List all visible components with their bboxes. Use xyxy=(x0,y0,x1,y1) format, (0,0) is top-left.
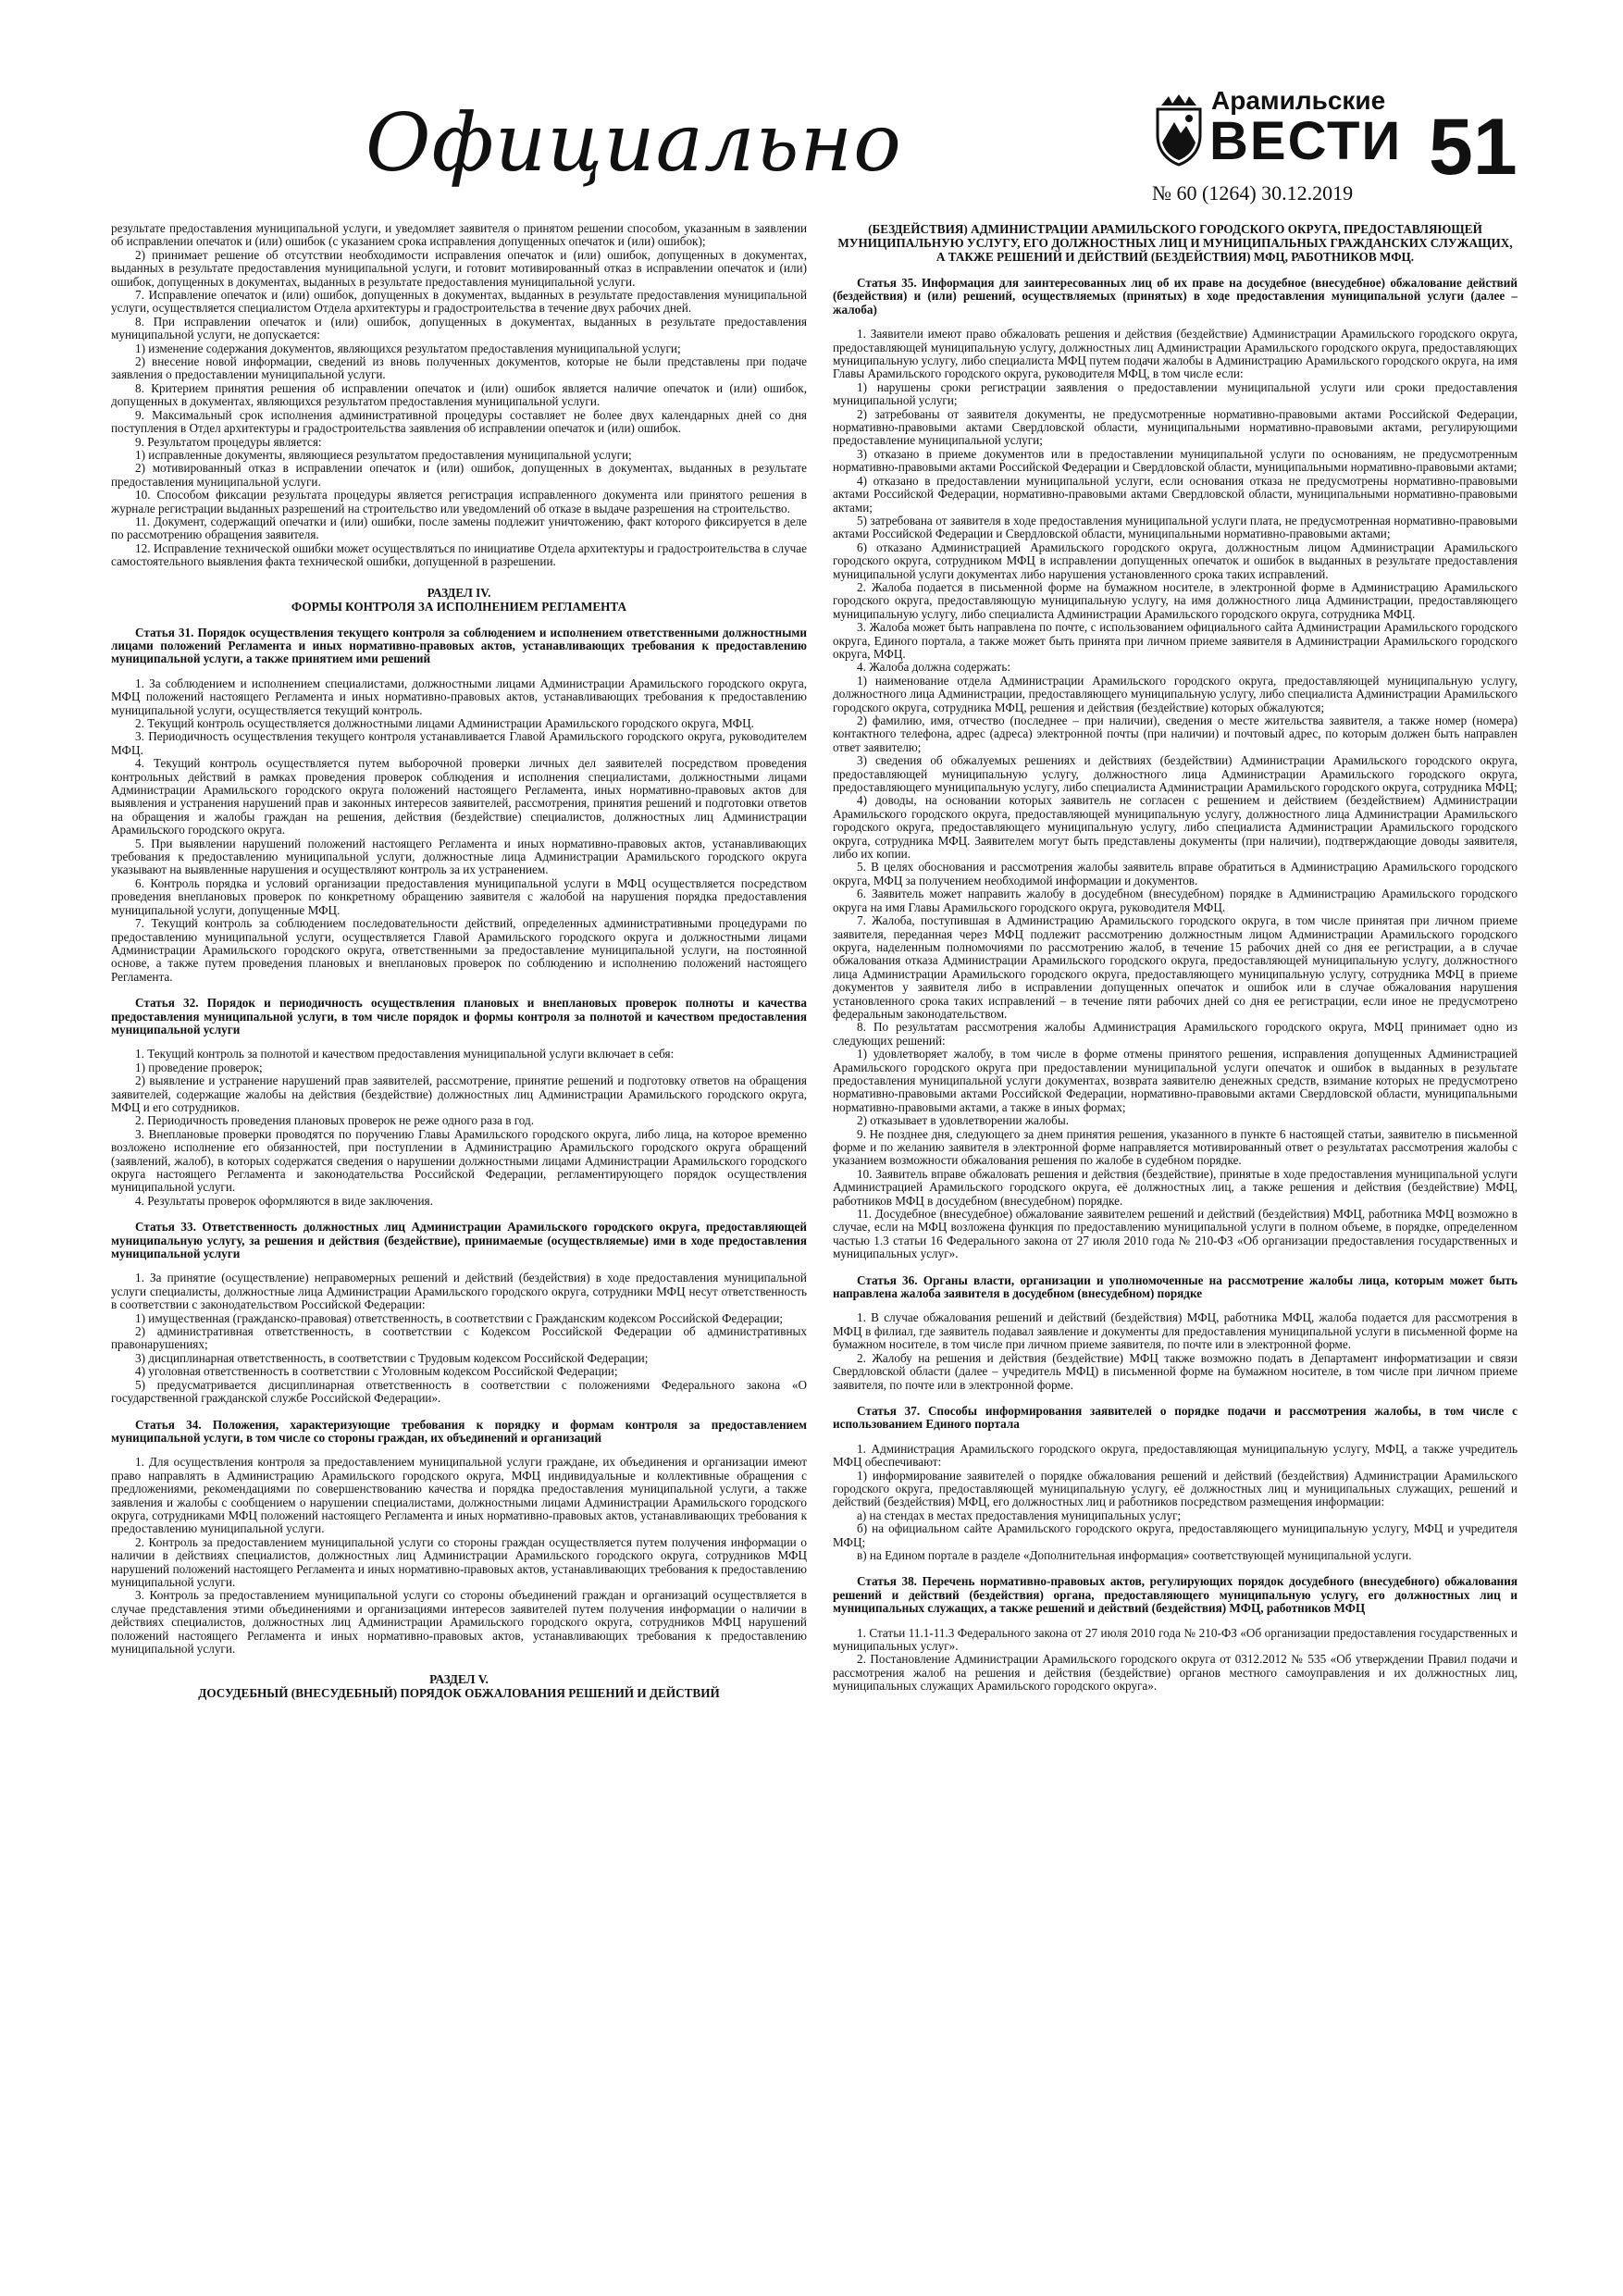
paragraph: 2) отказывает в удовлетворении жалобы. xyxy=(857,1113,1070,1128)
paragraph: 1) удовлетворяет жалобу, в том числе в форме отмены принятого решения, исправления допущенных Администрацией Арамильского городского округа при предоставлении муниципальной услуги опечаток и ошибок в выданных в результате предоставления муниципальной услуги документах, возврата заявителю денежных средств, взимание которых не предусмотрено нормативно-правовыми актами Российской Федерации, нормативно-правовыми актами Свердловской области, муниципальными нормативно-правовыми актами, а также в иных формах; xyxy=(833,1047,1518,1114)
paragraph: 9. Результатом процедуры является: xyxy=(135,434,322,449)
section-title: Официально xyxy=(365,97,902,190)
paragraph: 2) фамилию, имя, отчество (последнее – при наличии), сведения о месте жительства заявителя, а также номер (номера) контактного телефона, адрес (адреса) электронной почты (при наличии) и почтовый адрес, по которым должен быть направлен ответ заявителю; xyxy=(833,714,1518,754)
paragraph: 1) информирование заявителей о порядке обжалования решений и действий (бездействия) Администрации Арамильского городского округа, предоставляющей муниципальную услугу, её должностных лиц и муниципальных служащих, решений и действий (бездействия) МФЦ, его должностных лиц и работников посредством размещения информации: xyxy=(833,1468,1518,1509)
paragraph: 2) принимает решение об отсутствии необходимости исправления опечаток и (или) ошибок, допущенных в документах, выданных в результате предоставления муниципальной услуги, и готовит мотивированный отказ в исправлении опечаток и (или) ошибок, допущенных в документах, выданных в результате предоставления муниципальной услуги. xyxy=(111,247,807,289)
paragraph: 2. Жалоба подается в письменной форме на бумажном носителе, в электронной форме в Администрацию Арамильского городского округа, предоставляющую муниципальную услугу, на имя должностного лица Администрации, предоставляющего муниципальную услугу, либо специалиста Администрации Арамильского городского округа, сотрудника МФЦ. xyxy=(833,579,1518,621)
paragraph: 1. За принятие (осуществление) неправомерных решений и действий (бездействия) в ходе предоставления муниципальной услуги специалисты, должностные лица Администрации Арамильского городского округа, сотрудники МФЦ несут ответственность в соответствии с законодательством Российской Федерации: xyxy=(111,1271,807,1312)
article-heading: Статья 37. Способы информирования заявителей о порядке подачи и рассмотрения жалобы, в том числе с использованием Единого портала xyxy=(833,1403,1518,1432)
paragraph: б) на официальном сайте Арамильского городского округа, предоставляющего муниципальную услугу, МФЦ и учредителя МФЦ; xyxy=(833,1521,1518,1549)
text-column-left xyxy=(111,222,807,2286)
paragraph: 5) предусматривается дисциплинарная ответственность в соответствии с положениями Федерального закона «О государственной гражданской службе Российской Федерации». xyxy=(111,1377,807,1406)
paragraph: 11. Досудебное (внесудебное) обжалование заявителем решений и действий (бездействия) МФЦ, работника МФЦ возможно в случае, если на МФЦ возложена функция по предоставлению муниципальной услуги в полном объеме, в порядке, определенном частью 1.3 статьи 16 Федерального закона от 27 июля 2010 года № 210-ФЗ «Об организации предоставления государственных и муниципальных услуг». xyxy=(833,1207,1518,1261)
paragraph: 1. Для осуществления контроля за предоставлением муниципальной услуги граждане, их объединения и организации имеют право направлять в Администрацию Арамильского городского округа, МФЦ индивидуальные и коллективные обращения с предложениями, рекомендациями по совершенствованию качества и порядка предоставления муниципальной услуги, а также заявления и жалобы с сообщением о нарушении специалистами, должностными лицами Администрации Арамильского городского округа, сотрудниками МФЦ положений настоящего Регламента и иных нормативно-правовых актов, устанавливающих требования к предоставлению муниципальной услуги. xyxy=(111,1455,807,1536)
paragraph: 6) отказано Администрацией Арамильского городского округа, должностным лицом Администрации Арамильского городского округа, сотрудником МФЦ в исправлении допущенных опечаток и ошибок в выданных в результате предоставления муниципальной услуги документах либо нарушения установленного срока таких исправлений. xyxy=(833,540,1518,581)
paragraph: 7. Текущий контроль за соблюдением последовательности действий, определенных административными процедурами по предоставлению муниципальной услуги, осуществляется Главой Арамильского городского округа и должностными лицами Администрации Арамильского городского округа, ответственными за предоставление муниципальной услуги, на постоянной основе, а также путем проведения плановых и внеплановых проверок по соблюдению и исполнению положений настоящего Регламента. xyxy=(111,916,807,984)
paragraph: 2) административная ответственность, в соответствии с Кодексом Российской Федерации об административных правонарушениях; xyxy=(111,1324,807,1352)
paragraph: 4. Жалоба должна содержать: xyxy=(857,660,1010,675)
article-heading: Статья 38. Перечень нормативно-правовых актов, регулирующих порядок досудебного (внесудебного) обжалования решений и действий (бездействия) органа, предоставляющего муниципальную услугу, его должностных лиц и муниципальных служащих, а также решений и действий (бездействия) МФЦ, работников МФЦ xyxy=(833,1574,1518,1616)
paragraph: 1) проведение проверок; xyxy=(135,1060,263,1074)
paragraph: а) на стендах в местах предоставления муниципальных услуг; xyxy=(857,1508,1182,1522)
page-number: 51 xyxy=(1429,103,1518,192)
paragraph: 7. Жалоба, поступившая в Администрацию Арамильского городского округа, в том числе принятая при личном приеме заявителя, переданная через МФЦ подлежит рассмотрению должностным лицом Администрации Арамильского городского округа, наделенным полномочиями по рассмотрению жалоб, в течение 15 рабочих дней со дня ее регистрации, а в случае обжалования отказа Администрации Арамильского городского округа, предоставляющей муниципальную услугу, должностного лица Администрации Арамильского городского округа, предоставляющего муниципальную услугу, сотрудника МФЦ в приеме документов у заявителя либо в исправлении допущенных опечаток и ошибок или в случае обжалования нарушения установленного срока таких исправлений – в течение пяти рабочих дней со дня ее регистрации, если иное не предусмотрено федеральным законодательством. xyxy=(833,913,1518,1021)
section-heading: РАЗДЕЛ IV. ФОРМЫ КОНТРОЛЯ ЗА ИСПОЛНЕНИЕМ РЕГЛАМЕНТА xyxy=(291,585,627,614)
paragraph: 9. Максимальный срок исполнения административной процедуры составляет не более двух календарных дней со дня поступления в Отдел архитектуры и градостроительства заявления об исправлении опечаток и (или) ошибок. xyxy=(111,407,807,436)
page-header xyxy=(0,0,1623,222)
article-heading: Статья 31. Порядок осуществления текущего контроля за соблюдением и исполнением ответственными должностными лицами положений Регламента и иных нормативно-правовых актов, устанавливающих требования к предоставлению муниципальной услуги, а также принятием ими решений xyxy=(111,625,807,666)
paragraph: 9. Не позднее дня, следующего за днем принятия решения, указанного в пункте 6 настоящей статьи, заявителю в письменной форме и по желанию заявителя в электронной форме направляется мотивированный ответ о результатах рассмотрения жалобы с указанием возможности обжалования решения по жалобе в судебном порядке. xyxy=(833,1126,1518,1168)
paragraph: 4) уголовная ответственность в соответствии с Уголовным кодексом Российской Федерации; xyxy=(135,1364,618,1379)
paragraph: 2) мотивированный отказ в исправлении опечаток и (или) ошибок, допущенных в документах, выданных в результате предоставления муниципальной услуги. xyxy=(111,461,807,489)
paragraph: 6. Контроль порядка и условий организации предоставления муниципальной услуги в МФЦ осуществляется посредством проведения внеплановых проверок по конкретному обращению заявителя с жалобой на нарушения порядка предоставления муниципальной услуги, допущенные МФЦ. xyxy=(111,875,807,917)
paragraph: 3. Периодичность осуществления текущего контроля устанавливается Главой Арамильского городского округа, руководителем МФЦ. xyxy=(111,729,807,757)
logo-main-text: ВЕСТИ xyxy=(1209,111,1403,171)
paragraph: 1. Заявители имеют право обжаловать решения и действия (бездействие) Администрации Арамильского городского округа, предоставляющей муниципальную услугу, должностных лиц Администрации Арамильского городского округа, предоставляющих муниципальную услугу, либо специалиста МФЦ путем подачи жалобы в Администрацию Арамильского городского округа, на имя Главы Арамильского городского округа, руководителя МФЦ, в том числе если: xyxy=(833,327,1518,381)
logo-top-text: Арамильские xyxy=(1211,86,1386,115)
paragraph: 2. Постановление Администрации Арамильского городского округа от 0312.2012 № 535 «Об утверждении Правил подачи и рассмотрения жалоб на решения и действия (бездействие) органов местного самоуправления и их должностных лиц, муниципальных служащих Арамильского городского округа». xyxy=(833,1652,1518,1694)
paragraph: 12. Исправление технической ошибки может осуществляться по инициативе Отдела архитектуры и градостроительства в случае самостоятельного выявления факта технической ошибки, допущенной в разрешении. xyxy=(111,540,807,569)
paragraph: 8. При исправлении опечаток и (или) ошибок, допущенных в документах, выданных в результате предоставления муниципальной услуги, не допускается: xyxy=(111,314,807,342)
paragraph: 5. В целях обоснования и рассмотрения жалобы заявитель вправе обратиться в Администрацию Арамильского городского округа, МФЦ за получением необходимой информации и документов. xyxy=(833,860,1518,887)
paragraph: 2. Жалобу на решения и действия (бездействие) МФЦ также возможно подать в Департамент информатизации и связи Свердловской области (далее – учредитель МФЦ) в письменной форме на бумажном носителе, в том числе при личном приеме заявителя, по почте или в электронной форме. xyxy=(833,1350,1518,1392)
article-heading: Статья 36. Органы власти, организации и уполномоченные на рассмотрение жалобы лица, которым может быть направлена жалоба заявителя в досудебном (внесудебном) порядке xyxy=(833,1272,1518,1301)
section-heading: РАЗДЕЛ V. ДОСУДЕБНЫЙ (ВНЕСУДЕБНЫЙ) ПОРЯДОК ОБЖАЛОВАНИЯ РЕШЕНИЙ И ДЕЙСТВИЙ xyxy=(198,1672,720,1701)
paragraph: 10. Способом фиксации результата процедуры является регистрация исправленного документа или принятого решения в журнале регистрации выданных разрешений на строительство или уведомлений об отказе в выдаче разрешения на строительство. xyxy=(111,488,807,515)
paragraph: 8. По результатам рассмотрения жалобы Администрация Арамильского городского округа, МФЦ принимает одно из следующих решений: xyxy=(833,1020,1518,1048)
newspaper-logo xyxy=(1152,83,1403,185)
paragraph: 11. Документ, содержащий опечатки и (или) ошибки, после замены подлежит уничтожению, факт которого фиксируется в деле по рассмотрению обращения заявителя. xyxy=(111,514,807,542)
paragraph: 1) исправленные документы, являющиеся результатом предоставления муниципальной услуги; xyxy=(135,447,632,462)
paragraph: 8. Критерием принятия решения об исправлении опечаток и (или) ошибок является наличие опечаток и (или) ошибок, допущенных в документах, являющихся результатом предоставления муниципальной услуги. xyxy=(111,380,807,409)
paragraph: в) на Едином портале в разделе «Дополнительная информация» соответствующей муниципальной услуги. xyxy=(857,1547,1412,1562)
paragraph: 2) затребованы от заявителя документы, не предусмотренные нормативно-правовыми актами Российской Федерации, нормативно-правовыми актами Свердловской области, муниципальными нормативно-правовыми актами, регулирующими предоставление муниципальной услуги; xyxy=(833,406,1518,448)
issue-info: № 60 (1264) 30.12.2019 xyxy=(1152,181,1354,205)
paragraph: 4. Результаты проверок оформляются в виде заключения. xyxy=(135,1193,433,1208)
paragraph: 3. Контроль за предоставлением муниципальной услуги со стороны объединений граждан и организаций осуществляется в случае представления этими объединениями и организациями интересов заявителей путем получения информации о наличии в действиях специалистов, должностных лиц Администрации Арамильского городского округа, сотрудников МФЦ нарушений положений настоящего Регламента и иных нормативно-правовых актов, устанавливающих требования к предоставлению муниципальной услуги. xyxy=(111,1588,807,1656)
paragraph: 3. Жалоба может быть направлена по почте, с использованием официального сайта Администрации Арамильского городского округа, Единого портала, а также может быть принята при личном приеме заявителя в Администрации Арамильского городского округа, МФЦ. xyxy=(833,620,1518,661)
paragraph: 10. Заявитель вправе обжаловать решения и действия (бездействие), принятые в ходе предоставления муниципальной услуги Администрацией Арамильского городского округа, её должностных лиц, а также решения и действия (бездействие) МФЦ, работников МФЦ в досудебном (внесудебном) порядке. xyxy=(833,1166,1518,1208)
paragraph: 2. Контроль за предоставлением муниципальной услуги со стороны граждан осуществляется путем получения информации о наличии в действиях специалистов, должностных лиц Администрации Арамильского городского округа, сотрудников МФЦ нарушений положений настоящего Регламента и иных нормативно-правовых актов, устанавливающих требования к предоставлению муниципальной услуги. xyxy=(111,1534,807,1589)
paragraph: 2. Периодичность проведения плановых проверок не реже одного раза в год. xyxy=(135,1113,535,1128)
article-heading: Статья 35. Информация для заинтересованных лиц об их праве на досудебное (внесудебное) обжалование действий (бездействия) и (или) решений, осуществляемых (принятых) в ходе предоставления муниципальной услуги (далее – жалоба) xyxy=(833,276,1518,316)
paragraph: 3. Внеплановые проверки проводятся по поручению Главы Арамильского городского округа, либо лица, на которое временно возложено исполнение его обязанностей, при поступлении в Администрацию Арамильского городского округа обращений (заявлений, жалоб), в которых содержатся сведения о нарушении должностными лицами Администрации Арамильского городского округа настоящего Регламента и законодательства Российской Федерации, регламентирующего порядок осуществления муниципальной услуги. xyxy=(111,1126,807,1195)
article-heading: Статья 33. Ответственность должностных лиц Администрации Арамильского городского округа, предоставляющей муниципальную услугу, за решения и действия (бездействие), принимаемые (осуществляемые) ими в ходе предоставления муниципальной услуги xyxy=(111,1220,807,1261)
article-heading: Статья 34. Положения, характеризующие требования к порядку и формам контроля за предоставлением муниципальной услуги, в том числе со стороны граждан, их объединений и организаций xyxy=(111,1417,807,1445)
paragraph: 5. При выявлении нарушений положений настоящего Регламента и иных нормативно-правовых актов, устанавливающих требования к предоставлению муниципальной услуги, должностные лица Администрации Арамильского городского округа указывают на выявленные нарушения и осуществляют контроль за их устранением. xyxy=(111,836,807,877)
paragraph: 3) дисциплинарная ответственность, в соответствии с Трудовым кодексом Российской Федерации; xyxy=(135,1350,649,1365)
paragraph: 7. Исправление опечаток и (или) ошибок, допущенных в документах, выданных в результате предоставления муниципальной услуги, осуществляется специалистом Отдела архитектуры и градостроительства в течение двух рабочих дней. xyxy=(111,288,807,316)
section-heading: (БЕЗДЕЙСТВИЯ) АДМИНИСТРАЦИИ АРАМИЛЬСКОГО ГОРОДСКОГО ОКРУГА, ПРЕДОСТАВЛЯЮЩЕЙ МУНИЦИПАЛЬНУЮ УСЛУГУ, ЕГО ДОЛЖНОСТНЫХ ЛИЦ И МУНИЦИПАЛЬНЫХ ГРАЖДАНСКИХ СЛУЖАЩИХ, А ТАКЖЕ РЕШЕНИЙ И ДЕЙСТВИЙ (БЕЗДЕЙСТВИЯ) МФЦ, РАБОТНИКОВ МФЦ. xyxy=(837,222,1513,264)
paragraph: 1. Статьи 11.1-11.3 Федерального закона от 27 июля 2010 года № 210-ФЗ «Об организации предоставления государственных и муниципальных услуг». xyxy=(833,1625,1518,1653)
paragraph: 1. Текущий контроль за полнотой и качеством предоставления муниципальной услуги включает в себя: xyxy=(135,1047,675,1061)
paragraph: 1) нарушены сроки регистрации заявления о предоставлении муниципальной услуги или сроки предоставления муниципальной услуги; xyxy=(833,379,1518,408)
paragraph: 2) выявление и устранение нарушений прав заявителей, рассмотрение, принятие решений и подготовку ответов на обращения заявителей, содержащие жалобы на действия (бездействие) должностных лиц Администрации Арамильского городского округа, МФЦ и его сотрудников. xyxy=(111,1074,807,1114)
paragraph: 1) имущественная (гражданско-правовая) ответственность, в соответствии с Гражданским кодексом Российской Федерации; xyxy=(135,1310,784,1325)
paragraph: результате предоставления муниципальной услуги, и уведомляет заявителя о принятом решении способом, указанным в заявлении об исправлении опечаток и (или) ошибок (с указанием срока исправления допущенных опечаток и (или) ошибок); xyxy=(111,222,807,249)
paragraph: 1. В случае обжалования решений и действий (бездействия) МФЦ, работника МФЦ, жалоба подается для рассмотрения в МФЦ в филиал, где заявитель подавал заявление и документы для предоставления муниципальной услуги в письменной форме на бумажном носителе, в том числе при личном приеме заявителя, по почте или в электронной форме. xyxy=(833,1310,1518,1352)
text-column-right xyxy=(833,222,1518,2286)
paragraph: 1. Администрация Арамильского городского округа, предоставляющая муниципальную услугу, МФЦ, а также учредитель МФЦ обеспечивают: xyxy=(833,1441,1518,1470)
paragraph: 3) отказано в приеме документов или в предоставлении муниципальной услуги по основаниям, не предусмотренным нормативно-правовыми актами Российской Федерации и Свердловской области, муниципальными нормативно-правовыми актами; xyxy=(833,446,1518,475)
paragraph: 4. Текущий контроль осуществляется путем выборочной проверки личных дел заявителей посредством проведения контрольных действий в рамках проведения проверок соблюдения и исполнения специалистами, должностными лицами Администрации Арамильского городского округа положений настоящего Регламента, иных нормативно-правовых актов для выявления и устранения нарушений прав и законных интересов заявителей, рассмотрения, принятия решений и подготовки ответов на обращения и жалобы граждан на решения, действия (бездействие) специалистов, должностных лиц Администрации Арамильского городского округа. xyxy=(111,756,807,838)
coat-of-arms-icon xyxy=(1152,93,1206,167)
paragraph: 5) затребована от заявителя в ходе предоставления муниципальной услуги плата, не предусмотренная нормативно-правовыми актами Российской Федерации и Свердловской области, муниципальными нормативно-правовыми актами; xyxy=(833,513,1518,541)
paragraph: 2) внесение новой информации, сведений из вновь полученных документов, которые не были представлены при подаче заявления о предоставлении муниципальной услуги. xyxy=(111,354,807,382)
paragraph: 1. За соблюдением и исполнением специалистами, должностными лицами Администрации Арамильского городского округа, МФЦ положений настоящего Регламента и иных нормативно-правовых актов, устанавливающих требования к предоставлению муниципальной услуги, осуществляется текущий контроль. xyxy=(111,676,807,717)
paragraph: 6. Заявитель может направить жалобу в досудебном (внесудебном) порядке в Администрацию Арамильского городского округа на имя Главы Арамильского городского округа, руководителя МФЦ. xyxy=(833,887,1518,914)
paragraph: 1) изменение содержания документов, являющихся результатом предоставления муниципальной услуги; xyxy=(135,341,681,355)
paragraph: 3) сведения об обжалуемых решениях и действиях (бездействии) Администрации Арамильского городского округа, предоставляющей муниципальную услугу, должностного лица Администрации Арамильского городского округа, предоставляющего муниципальную услугу, либо специалиста Администрации Арамильского городского округа, сотрудника МФЦ; xyxy=(833,753,1518,795)
paragraph: 4) доводы, на основании которых заявитель не согласен с решением и действием (бездействием) Администрации Арамильского городского округа, предоставляющей муниципальную услугу, должностного лица Администрации Арамильского городского округа, предоставляющего муниципальную услугу, либо специалиста Администрации Арамильского городского округа, сотрудника МФЦ. Заявителем могут быть представлены документы (при наличии), подтверждающие доводы заявителя, либо их копии. xyxy=(833,793,1518,862)
paragraph: 2. Текущий контроль осуществляется должностными лицами Администрации Арамильского городского округа, МФЦ. xyxy=(135,716,754,730)
paragraph: 4) отказано в предоставлении муниципальной услуги, если основания отказа не предусмотрены нормативно-правовыми актами Российской Федерации, нормативно-правовыми актами Свердловской области, муниципальными нормативно-правовыми актами; xyxy=(833,473,1518,515)
paragraph: 1) наименование отдела Администрации Арамильского городского округа, предоставляющей муниципальную услугу, должностного лица Администрации, предоставляющего муниципальную услугу, либо специалиста Администрации Арамильского городского округа, сотрудника МФЦ, решения и действия (бездействие) которых обжалуются; xyxy=(833,673,1518,714)
article-heading: Статья 32. Порядок и периодичность осуществления плановых и внеплановых проверок полноты и качества предоставления муниципальной услуги, в том числе порядок и формы контроля за полнотой и качеством предоставления муниципальной услуги xyxy=(111,996,807,1036)
